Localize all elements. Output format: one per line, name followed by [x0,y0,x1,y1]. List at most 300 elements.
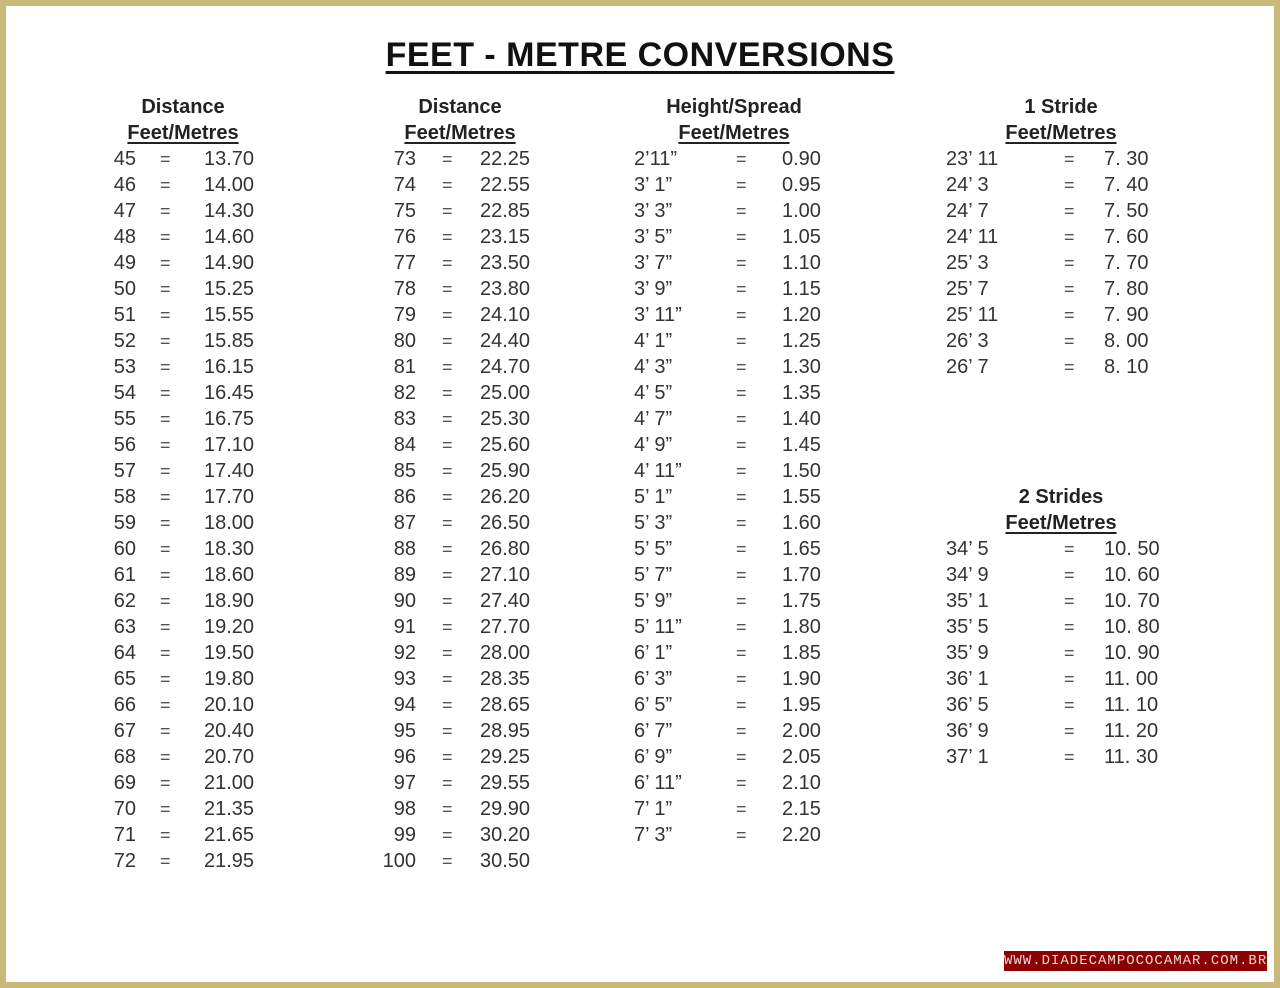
page-title: FEET - METRE CONVERSIONS [385,36,895,74]
metres-value: 1.50 [782,460,821,482]
feet-value: 65 [113,668,136,690]
metres-value: 25.00 [480,382,531,404]
feet-value: 24’ 7 [946,200,989,222]
equals-sign: = [1064,695,1075,715]
metres-value: 11. 10 [1104,694,1159,716]
feet-value: 4’ 9” [634,434,673,456]
equals-sign: = [160,357,171,377]
feet-value: 3’ 9” [634,278,673,300]
conversion-row [374,666,546,692]
column-title: 1 Stride [1024,96,1098,118]
equals-sign: = [160,305,171,325]
conversion-row [946,640,1176,666]
conversion-row [374,588,546,614]
metres-value: 8. 10 [1104,356,1149,378]
conversion-row [374,250,546,276]
feet-value: 4’ 5” [634,382,673,404]
metres-value: 10. 70 [1104,590,1160,612]
conversion-row [98,640,268,666]
feet-value: 62 [113,590,136,612]
conversion-row [946,198,1176,224]
metres-value: 21.95 [204,850,255,872]
column-heading [946,94,1176,146]
feet-value: 34’ 5 [946,538,989,560]
conversion-row [98,406,268,432]
conversion-row [374,276,546,302]
conversion-row [374,744,546,770]
feet-value: 87 [393,512,416,534]
equals-sign: = [160,253,171,273]
feet-value: 88 [393,538,416,560]
metres-value: 16.75 [204,408,255,430]
column-subtitle: Feet/Metres [678,122,790,144]
equals-sign: = [736,305,747,325]
equals-sign: = [1064,279,1075,299]
equals-sign: = [160,331,171,351]
conversion-row [98,250,268,276]
metres-value: 29.55 [480,772,531,794]
conversion-row [634,666,834,692]
feet-value: 35’ 5 [946,616,989,638]
conversion-row [374,146,546,172]
metres-value: 1.60 [782,512,821,534]
feet-value: 37’ 1 [946,746,989,768]
feet-value: 76 [393,226,416,248]
metres-value: 2.10 [782,772,821,794]
equals-sign: = [160,435,171,455]
equals-sign: = [160,591,171,611]
conversion-row [634,406,834,432]
equals-sign: = [442,825,453,845]
metres-value: 1.30 [782,356,821,378]
feet-value: 5’ 9” [634,590,673,612]
metres-value: 18.00 [204,512,255,534]
feet-value: 80 [393,330,416,352]
equals-sign: = [442,721,453,741]
equals-sign: = [442,175,453,195]
feet-value: 59 [113,512,136,534]
metres-value: 2.00 [782,720,821,742]
feet-value: 49 [113,252,136,274]
equals-sign: = [442,435,453,455]
metres-value: 14.90 [204,252,255,274]
metres-value: 16.15 [204,356,255,378]
equals-sign: = [442,747,453,767]
conversion-row [634,276,834,302]
conversion-row [374,614,546,640]
feet-value: 93 [393,668,416,690]
equals-sign: = [442,695,453,715]
conversion-row [374,458,546,484]
feet-value: 95 [393,720,416,742]
feet-value: 25’ 7 [946,278,989,300]
feet-value: 75 [393,200,416,222]
metres-value: 14.00 [204,174,255,196]
equals-sign: = [442,851,453,871]
conversion-row [374,796,546,822]
equals-sign: = [736,669,747,689]
conversion-row [98,510,268,536]
equals-sign: = [442,383,453,403]
equals-sign: = [442,643,453,663]
feet-value: 36’ 5 [946,694,989,716]
metres-value: 27.40 [480,590,531,612]
conversion-row [98,276,268,302]
equals-sign: = [160,539,171,559]
conversion-row [98,562,268,588]
equals-sign: = [442,227,453,247]
metres-value: 10. 90 [1104,642,1160,664]
column-subtitle: Feet/Metres [1005,122,1117,144]
feet-value: 70 [113,798,136,820]
conversion-row [634,614,834,640]
conversion-row [634,172,834,198]
feet-value: 2’11” [634,148,677,170]
conversion-row [946,562,1176,588]
equals-sign: = [442,305,453,325]
metres-value: 29.25 [480,746,531,768]
equals-sign: = [736,175,747,195]
conversion-row [98,588,268,614]
distance-column-2 [374,94,546,874]
column-subtitle: Feet/Metres [1005,512,1117,534]
conversion-row [98,146,268,172]
conversion-row [946,718,1176,744]
equals-sign: = [736,773,747,793]
metres-value: 19.80 [204,668,255,690]
feet-value: 55 [113,408,136,430]
equals-sign: = [736,539,747,559]
equals-sign: = [442,201,453,221]
conversion-row [634,198,834,224]
equals-sign: = [160,383,171,403]
conversion-row [98,458,268,484]
metres-value: 17.40 [204,460,255,482]
column-title: Height/Spread [666,96,802,118]
conversion-row [946,588,1176,614]
equals-sign: = [160,617,171,637]
feet-value: 78 [393,278,416,300]
feet-value: 5’ 3” [634,512,673,534]
conversion-row [374,432,546,458]
feet-value: 60 [113,538,136,560]
feet-value: 51 [113,304,136,326]
conversion-row [946,614,1176,640]
feet-value: 66 [113,694,136,716]
conversion-row [374,302,546,328]
conversion-row [634,250,834,276]
feet-value: 3’ 7” [634,252,673,274]
column-heading [98,94,268,146]
conversion-row [946,172,1176,198]
feet-value: 5’ 7” [634,564,673,586]
metres-value: 21.00 [204,772,255,794]
metres-value: 14.60 [204,226,255,248]
distance-column-1 [98,94,268,874]
equals-sign: = [160,201,171,221]
conversion-row [374,380,546,406]
equals-sign: = [736,383,747,403]
equals-sign: = [736,617,747,637]
metres-value: 24.70 [480,356,531,378]
conversion-row [946,302,1176,328]
equals-sign: = [160,487,171,507]
feet-value: 45 [113,148,136,170]
conversion-row [946,536,1176,562]
equals-sign: = [442,799,453,819]
equals-sign: = [1064,149,1075,169]
equals-sign: = [442,149,453,169]
equals-sign: = [442,357,453,377]
conversion-row [946,250,1176,276]
feet-value: 94 [393,694,416,716]
metres-value: 19.20 [204,616,255,638]
feet-value: 86 [393,486,416,508]
metres-value: 1.40 [782,408,821,430]
feet-value: 64 [113,642,136,664]
metres-value: 2.05 [782,746,821,768]
conversion-row [634,380,834,406]
feet-value: 4’ 7” [634,408,673,430]
conversion-row [98,198,268,224]
conversion-row [946,692,1176,718]
equals-sign: = [160,409,171,429]
feet-value: 81 [393,356,416,378]
equals-sign: = [442,461,453,481]
metres-value: 20.10 [204,694,255,716]
conversion-row [634,822,834,848]
metres-value: 20.70 [204,746,255,768]
metres-value: 0.90 [782,148,821,170]
equals-sign: = [160,747,171,767]
equals-sign: = [736,201,747,221]
equals-sign: = [1064,617,1075,637]
feet-value: 7’ 3” [634,824,673,846]
feet-value: 35’ 9 [946,642,989,664]
metres-value: 0.95 [782,174,821,196]
feet-value: 84 [393,434,416,456]
metres-value: 8. 00 [1104,330,1149,352]
feet-value: 25’ 11 [946,304,999,326]
feet-value: 50 [113,278,136,300]
metres-value: 19.50 [204,642,255,664]
conversion-row [98,848,268,874]
equals-sign: = [442,279,453,299]
equals-sign: = [736,487,747,507]
equals-sign: = [1064,305,1075,325]
equals-sign: = [736,435,747,455]
conversion-row [634,744,834,770]
conversion-row [634,796,834,822]
feet-value: 85 [393,460,416,482]
equals-sign: = [442,513,453,533]
metres-value: 25.60 [480,434,531,456]
conversion-row [98,822,268,848]
metres-value: 7. 90 [1104,304,1149,326]
conversion-row [634,146,834,172]
metres-value: 25.90 [480,460,531,482]
equals-sign: = [736,695,747,715]
column-title: Distance [418,96,502,118]
feet-value: 7’ 1” [634,798,673,820]
conversion-row [946,666,1176,692]
conversion-row [374,198,546,224]
metres-value: 22.85 [480,200,531,222]
metres-value: 22.25 [480,148,531,170]
equals-sign: = [736,357,747,377]
conversion-row [634,562,834,588]
metres-value: 23.80 [480,278,531,300]
feet-value: 5’ 5” [634,538,673,560]
equals-sign: = [1064,175,1075,195]
column-title: Distance [141,96,225,118]
conversion-row [634,640,834,666]
equals-sign: = [1064,227,1075,247]
metres-value: 1.45 [782,434,821,456]
equals-sign: = [736,461,747,481]
conversion-row [98,224,268,250]
conversion-row [374,172,546,198]
metres-value: 2.15 [782,798,821,820]
feet-value: 46 [113,174,136,196]
conversion-row [634,458,834,484]
feet-value: 68 [113,746,136,768]
metres-value: 18.60 [204,564,255,586]
feet-value: 6’ 3” [634,668,673,690]
conversion-row [98,614,268,640]
equals-sign: = [160,773,171,793]
feet-value: 25’ 3 [946,252,989,274]
equals-sign: = [736,721,747,741]
metres-value: 13.70 [204,148,255,170]
metres-value: 29.90 [480,798,531,820]
metres-value: 28.65 [480,694,531,716]
feet-value: 35’ 1 [946,590,989,612]
metres-value: 26.80 [480,538,531,560]
equals-sign: = [736,331,747,351]
metres-value: 26.50 [480,512,531,534]
equals-sign: = [160,565,171,585]
conversion-row [634,484,834,510]
conversion-row [374,354,546,380]
conversion-row [98,536,268,562]
equals-sign: = [160,643,171,663]
conversion-row [374,224,546,250]
equals-sign: = [160,279,171,299]
height-spread-column [634,94,834,848]
conversion-row [634,770,834,796]
conversion-row [374,484,546,510]
metres-value: 1.20 [782,304,821,326]
conversion-row [98,666,268,692]
metres-value: 15.25 [204,278,255,300]
equals-sign: = [736,279,747,299]
metres-value: 24.40 [480,330,531,352]
metres-value: 2.20 [782,824,821,846]
conversion-row [98,796,268,822]
equals-sign: = [1064,253,1075,273]
metres-value: 20.40 [204,720,255,742]
metres-value: 28.00 [480,642,531,664]
conversion-row [98,692,268,718]
feet-value: 72 [113,850,136,872]
conversion-row [98,744,268,770]
conversion-row [946,276,1176,302]
equals-sign: = [736,825,747,845]
feet-value: 36’ 9 [946,720,989,742]
feet-value: 56 [113,434,136,456]
conversion-row [634,354,834,380]
equals-sign: = [442,565,453,585]
two-strides-column [946,484,1176,770]
feet-value: 47 [113,200,136,222]
metres-value: 1.80 [782,616,821,638]
conversion-row [634,302,834,328]
feet-value: 3’ 1” [634,174,673,196]
feet-value: 90 [393,590,416,612]
feet-value: 6’ 5” [634,694,673,716]
feet-value: 71 [113,824,136,846]
metres-value: 17.10 [204,434,255,456]
metres-value: 27.10 [480,564,531,586]
metres-value: 7. 50 [1104,200,1149,222]
conversion-row [634,536,834,562]
metres-value: 1.55 [782,486,821,508]
conversion-row [98,718,268,744]
equals-sign: = [1064,331,1075,351]
conversion-row [374,406,546,432]
metres-value: 10. 50 [1104,538,1160,560]
equals-sign: = [736,747,747,767]
equals-sign: = [442,773,453,793]
metres-value: 10. 80 [1104,616,1160,638]
conversion-row [634,588,834,614]
feet-value: 3’ 5” [634,226,673,248]
metres-value: 23.50 [480,252,531,274]
metres-value: 30.20 [480,824,531,846]
metres-value: 7. 40 [1104,174,1149,196]
feet-value: 48 [113,226,136,248]
feet-value: 6’ 1” [634,642,673,664]
equals-sign: = [160,227,171,247]
metres-value: 18.90 [204,590,255,612]
equals-sign: = [160,851,171,871]
column-subtitle: Feet/Metres [404,122,516,144]
metres-value: 16.45 [204,382,255,404]
feet-value: 54 [113,382,136,404]
equals-sign: = [160,175,171,195]
feet-value: 67 [113,720,136,742]
equals-sign: = [1064,539,1075,559]
metres-value: 11. 00 [1104,668,1159,690]
conversion-row [946,354,1176,380]
metres-value: 1.15 [782,278,821,300]
equals-sign: = [442,669,453,689]
metres-value: 7. 70 [1104,252,1149,274]
feet-value: 24’ 3 [946,174,989,196]
equals-sign: = [736,227,747,247]
metres-value: 7. 60 [1104,226,1149,248]
feet-value: 23’ 11 [946,148,999,170]
metres-value: 1.65 [782,538,821,560]
column-heading [946,484,1176,536]
conversion-row [374,770,546,796]
equals-sign: = [736,253,747,273]
metres-value: 7. 30 [1104,148,1149,170]
feet-value: 26’ 3 [946,330,989,352]
metres-value: 28.35 [480,668,531,690]
metres-value: 14.30 [204,200,255,222]
